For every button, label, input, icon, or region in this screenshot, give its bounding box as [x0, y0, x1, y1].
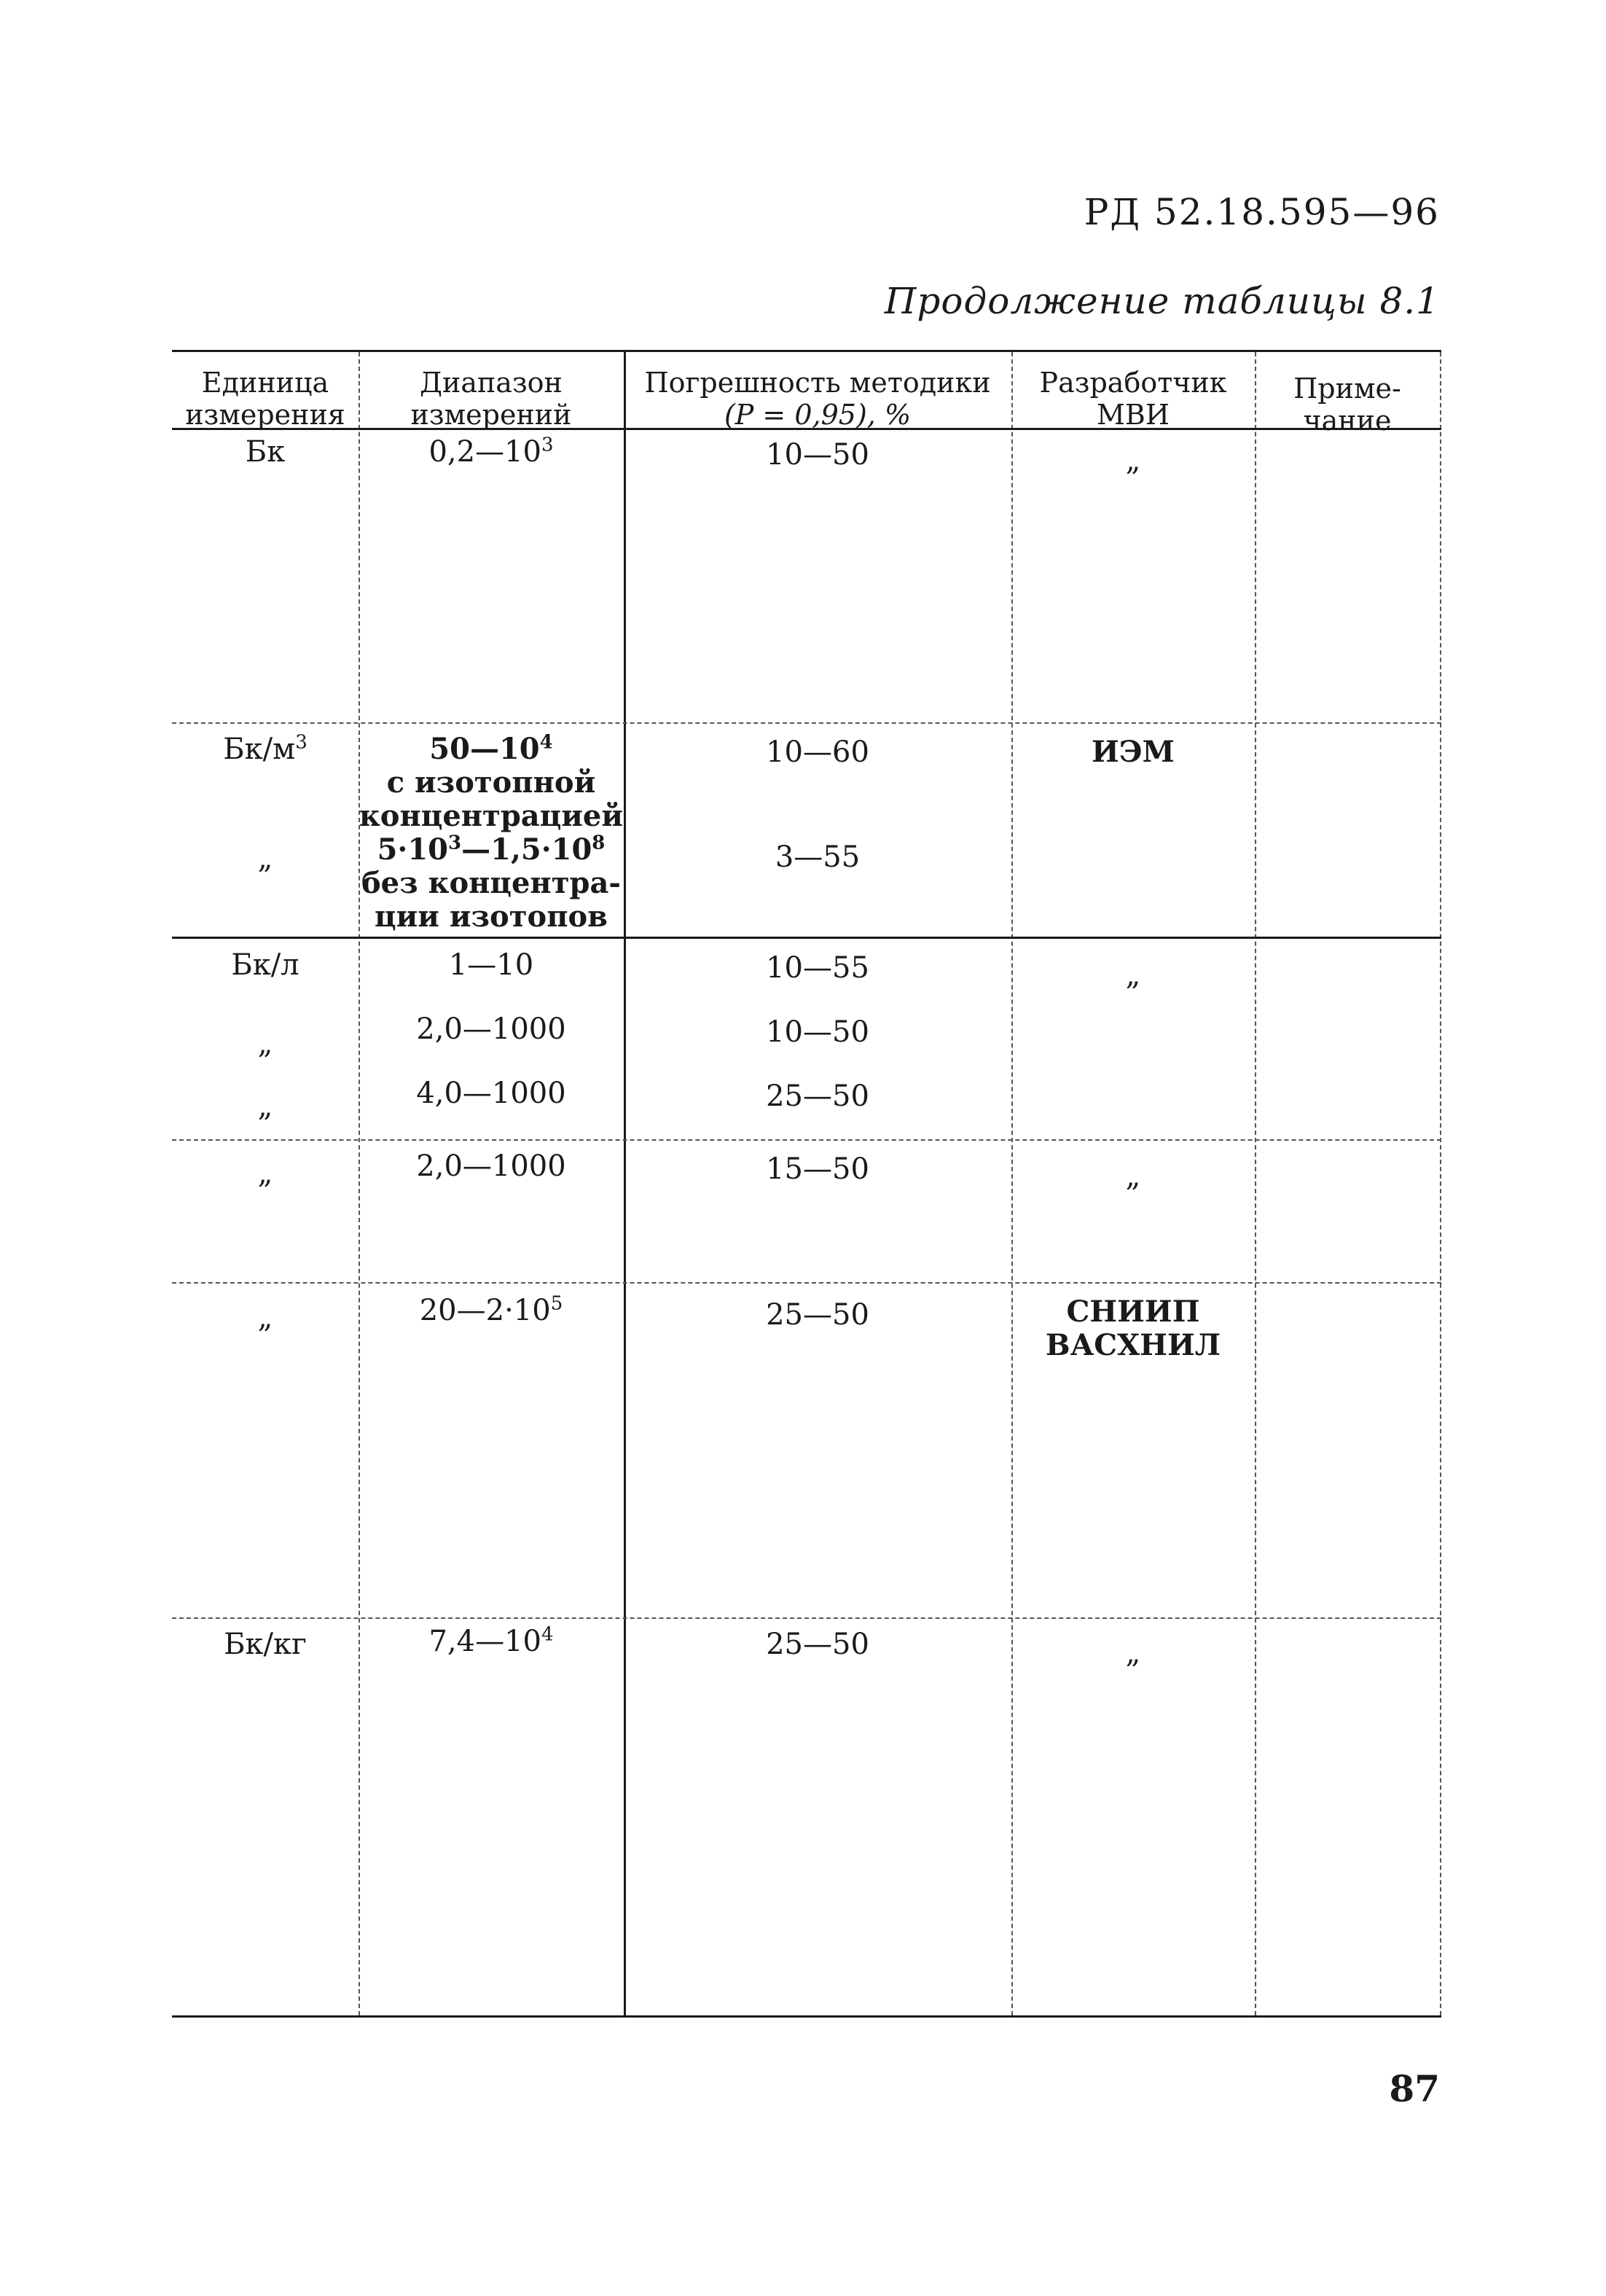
cell-developer-5: СНИИП ВАСХНИЛ	[1045, 1295, 1221, 1362]
cell-range-3c: 4,0—1000	[416, 1077, 566, 1110]
header-error: Погрешность методики (P = 0,95), %	[644, 367, 991, 431]
cell-developer-4: „	[1125, 1160, 1141, 1193]
row-rule-1	[172, 722, 1441, 724]
row-rule-4	[172, 1282, 1441, 1284]
cell-range-3b: 2,0—1000	[416, 1012, 566, 1046]
cell-error-2a: 10—60	[766, 735, 869, 769]
cell-unit-ditto-5: „	[257, 1301, 273, 1335]
cell-error-1: 10—50	[766, 438, 869, 472]
cell-error-6: 25—50	[766, 1628, 869, 1661]
table-right-edge	[1440, 352, 1441, 2015]
cell-unit-bk-m3: $Бк/м^3$	[223, 731, 308, 766]
cell-unit-ditto-2: „	[257, 842, 273, 875]
header-developer: Разработчик МВИ	[1039, 367, 1227, 431]
cell-range-6: $7,4—10^4$	[428, 1623, 554, 1658]
table-caption: Продолжение таблицы 8.1	[884, 280, 1440, 322]
data-table	[172, 350, 1441, 2018]
cell-unit-ditto-3b: „	[257, 1027, 273, 1061]
cell-unit-bk-l: Бк/л	[231, 948, 299, 982]
row-rule-5	[172, 1617, 1441, 1619]
column-divider-4	[1255, 352, 1256, 2015]
cell-error-5: 25—50	[766, 1298, 869, 1332]
row-rule-3	[172, 1139, 1441, 1141]
cell-range-5: $20—2\cdot 10^5$	[419, 1292, 563, 1327]
cell-unit-bk: Бк	[245, 435, 286, 469]
cell-error-3a: 10—55	[766, 951, 869, 985]
cell-range-3a: 1—10	[448, 948, 534, 982]
cell-developer-3: „	[1125, 958, 1141, 992]
header-range: Диапазон измерений	[410, 367, 572, 431]
cell-unit-bk-kg: Бк/кг	[224, 1628, 307, 1661]
row-rule-2	[172, 937, 1441, 939]
cell-developer-1: „	[1125, 444, 1141, 477]
cell-error-2b: 3—55	[775, 840, 861, 874]
column-divider-1	[359, 352, 360, 2015]
cell-error-4: 15—50	[766, 1152, 869, 1186]
cell-range-1: $0,2—10^3$	[428, 434, 554, 469]
page-number: 87	[1389, 2067, 1440, 2110]
cell-range-2: $50—10^4$ с изотопной концентрацией $5\cdot 10^3—1,5\cdot 10^8$ без концентра- ции изотопов	[359, 731, 624, 934]
header-note: Приме- чание	[1293, 372, 1401, 437]
cell-error-3b: 10—50	[766, 1015, 869, 1049]
cell-unit-ditto-4: „	[257, 1157, 273, 1190]
header-unit: Единица измерения	[185, 367, 345, 431]
cell-unit-ditto-3c: „	[257, 1090, 273, 1123]
cell-error-3c: 25—50	[766, 1079, 869, 1113]
cell-developer-2: ИЭМ	[1092, 735, 1175, 769]
cell-developer-6: „	[1125, 1636, 1141, 1670]
document-code: РД 52.18.595—96	[1084, 191, 1440, 233]
cell-range-4: 2,0—1000	[416, 1149, 566, 1183]
